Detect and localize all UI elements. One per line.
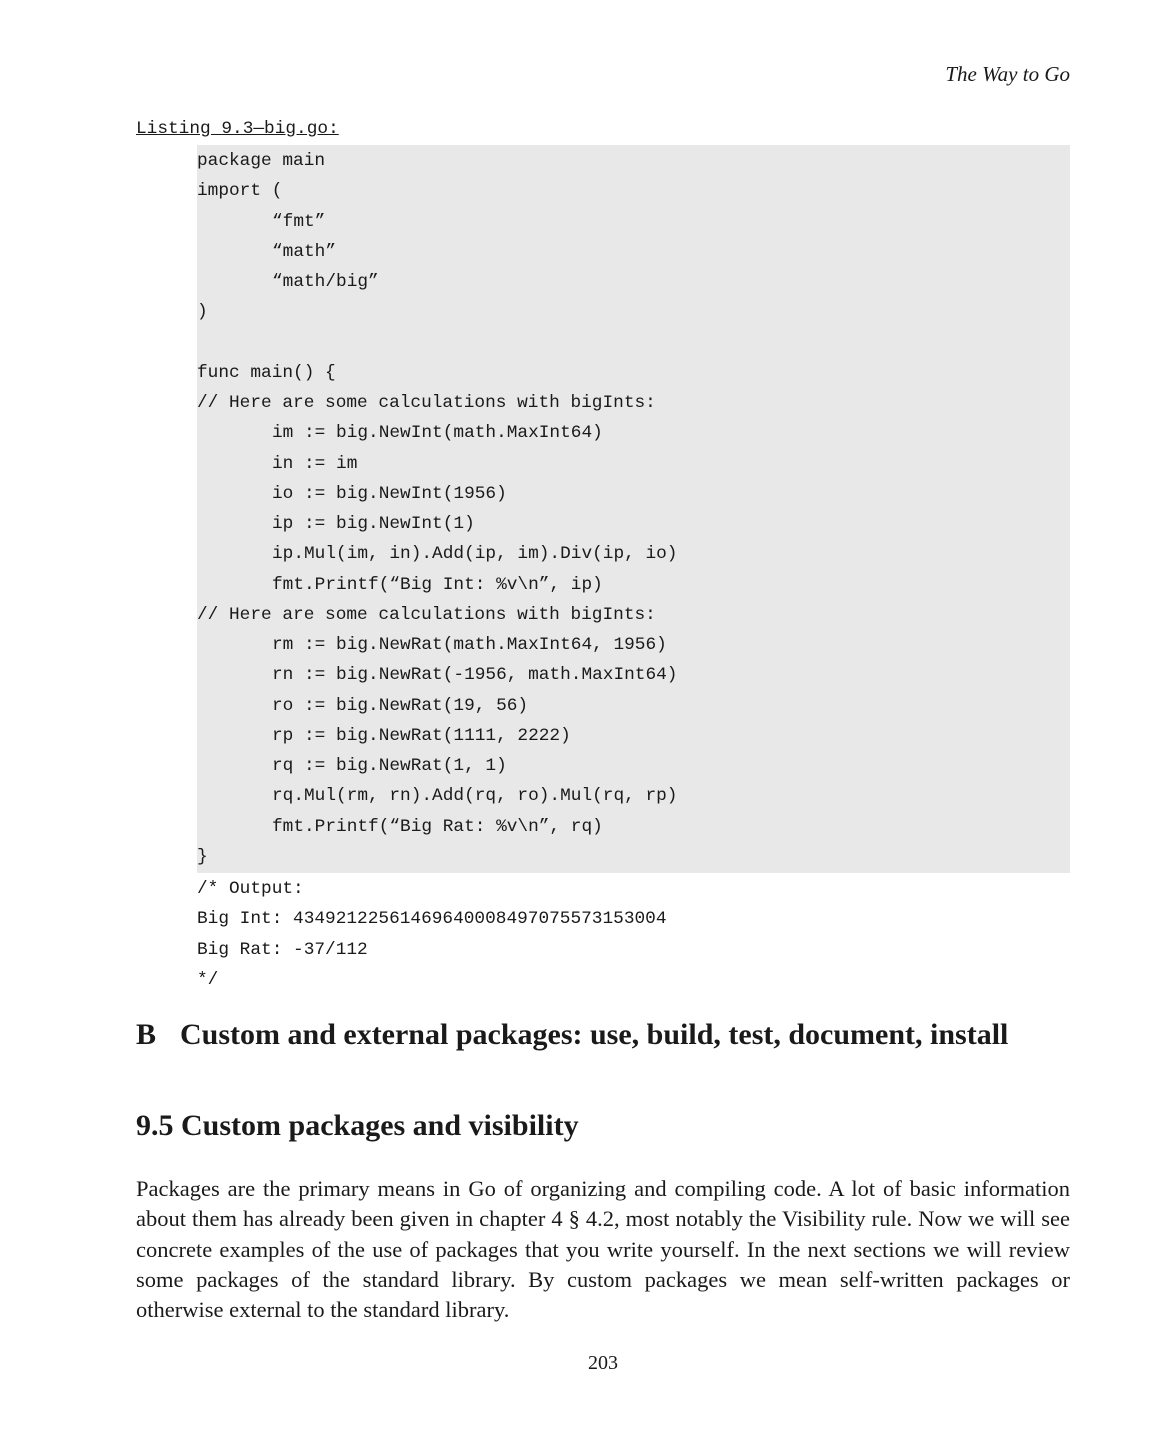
code-line: ro := big.NewRat(19, 56) [272, 695, 529, 716]
code-line: func main() { [197, 362, 336, 383]
code-line: “math” [272, 241, 337, 262]
running-header: The Way to Go [945, 62, 1070, 86]
code-line: “fmt” [272, 211, 326, 232]
code-line: ip := big.NewInt(1) [272, 514, 475, 534]
code-line: in := im [272, 453, 358, 474]
code-line: // Here are some calculations with bigInts: [197, 604, 656, 625]
code-line: } [197, 846, 208, 867]
code-line [197, 328, 677, 358]
code-line: // Here are some calculations with bigInts: [197, 393, 656, 413]
code-line: package main [197, 151, 326, 171]
code-line: import ( [197, 181, 283, 202]
code-line: rp := big.NewRat(1111, 2222) [272, 725, 571, 746]
code-line: im := big.NewInt(math.MaxInt64) [272, 423, 603, 444]
code-line: fmt.Printf(“Big Int: %v\n”, ip) [272, 574, 603, 595]
code-line: io := big.NewInt(1956) [272, 483, 507, 504]
section-letter: B [136, 1018, 157, 1051]
listing-caption: Listing 9.3—big.go: [136, 119, 339, 139]
code-line: rq := big.NewRat(1, 1) [272, 756, 507, 776]
code-output [197, 874, 667, 995]
output-line: /* Output: [197, 879, 304, 899]
section-heading-9-5: 9.5 Custom packages and visibility [136, 1109, 579, 1142]
code-line: ) [197, 302, 208, 323]
section-heading-b [136, 1018, 1008, 1052]
output-line: Big Rat: -37/112 [197, 939, 368, 960]
code-block [197, 146, 677, 872]
output-line: */ [197, 969, 219, 990]
output-line: Big Int: 43492122561469640008497075573153004 [197, 909, 667, 930]
code-line: ip.Mul(im, in).Add(ip, im).Div(ip, io) [272, 544, 678, 565]
code-line: fmt.Printf(“Big Rat: %v\n”, rq) [272, 816, 603, 837]
code-line: rn := big.NewRat(-1956, math.MaxInt64) [272, 665, 678, 686]
code-line: “math/big” [272, 272, 379, 292]
code-line: rm := big.NewRat(math.MaxInt64, 1956) [272, 635, 667, 655]
page-number: 203 [588, 1352, 618, 1374]
code-line: rq.Mul(rm, rn).Add(rq, ro).Mul(rq, rp) [272, 786, 678, 807]
section-title: Custom and external packages: use, build, test, document, install [180, 1018, 1009, 1051]
body-paragraph: Packages are the primary means in Go of organizing and compiling code. A lot of basic information about them has already been given in chapter 4 § 4.2, most notably the Visibility rule. Now we will see concrete examples of the use of packages that you write yourself. In the next sections we will review some packages of the standard library. By custom packages we mean self-written packages or otherwise external to the standard library. [136, 1176, 1070, 1323]
